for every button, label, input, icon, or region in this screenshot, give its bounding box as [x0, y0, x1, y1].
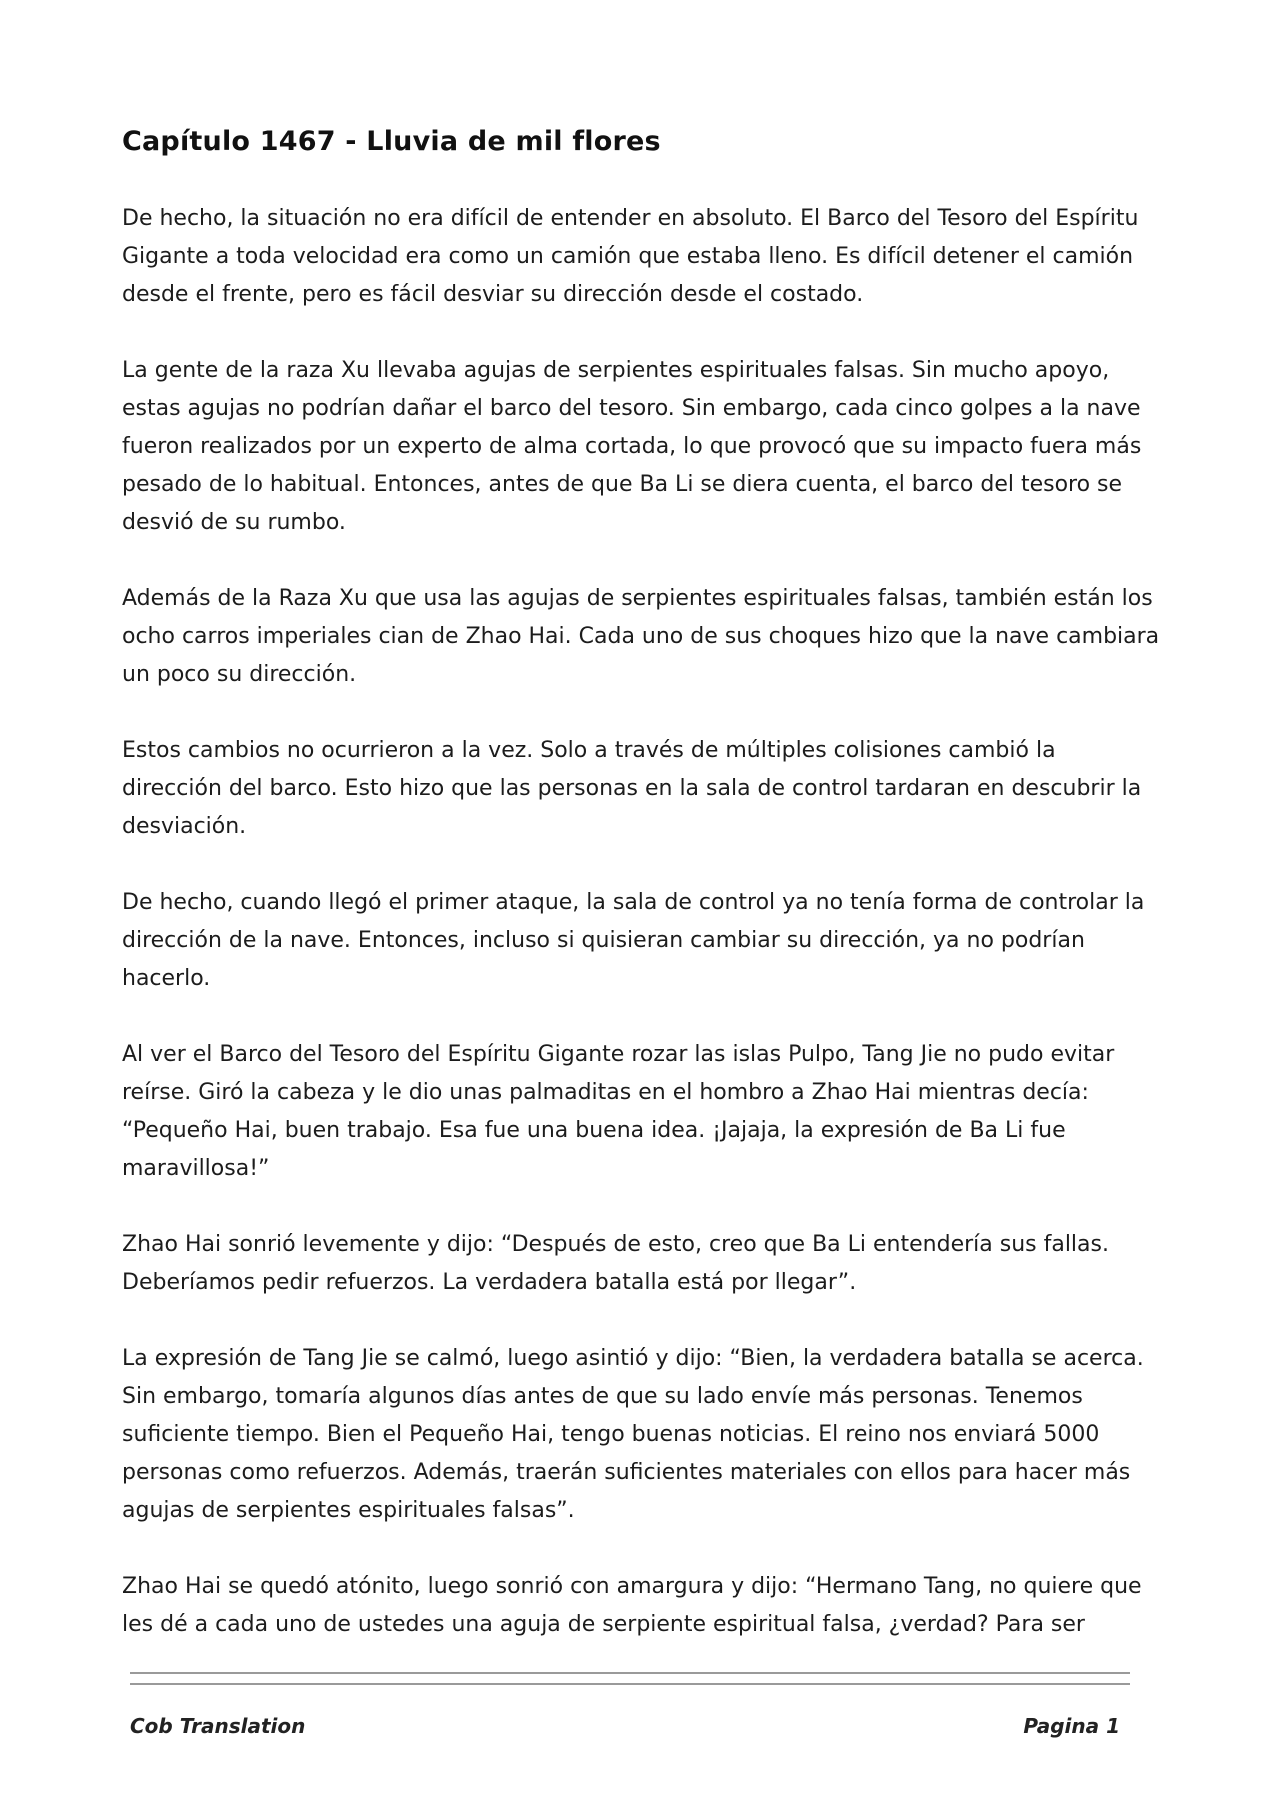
paragraph: La gente de la raza Xu llevaba agujas de serpientes espirituales falsas. Sin mucho apoyo, estas agujas no podrían dañar el barco del tesoro. Sin embargo, cada cinco golpes a la nave fueron realizados por un experto de alma cortada, lo que provocó que su impacto fuera más pesado de lo habitual. Entonces, antes de que Ba Li se diera cuenta, el barco del tesoro se desvió de su rumbo. [122, 358, 1142, 535]
paragraph: Además de la Raza Xu que usa las agujas de serpientes espirituales falsas, también están los ocho carros imperiales cian de Zhao Hai. Cada uno de sus choques hizo que la nave cambiara un poco su dirección. [122, 586, 1160, 687]
body-text [122, 200, 1162, 1644]
paragraph: De hecho, la situación no era difícil de entender en absoluto. El Barco del Tesoro del Espíritu Gigante a toda velocidad era como un camión que estaba lleno. Es difícil detener el camión desde el frente, pero es fácil desviar su dirección desde el costado. [122, 206, 1139, 307]
footer-translator: Cob Translation [130, 1714, 306, 1738]
paragraph: De hecho, cuando llegó el primer ataque, la sala de control ya no tenía forma de controlar la dirección de la nave. Entonces, incluso si quisieran cambiar su dirección, ya no podrían hacerlo. [122, 890, 1145, 991]
paragraph: Zhao Hai se quedó atónito, luego sonrió con amargura y dijo: “Hermano Tang, no quiere que les dé a cada uno de ustedes una aguja de serpiente espiritual falsa, ¿verdad? Para ser [122, 1574, 1142, 1637]
paragraph: Zhao Hai sonrió levemente y dijo: “Después de esto, creo que Ba Li entendería sus fallas. Deberíamos pedir refuerzos. La verdadera batalla está por llegar”. [122, 1232, 1109, 1295]
footer-divider-bottom [130, 1683, 1130, 1685]
footer-page-number: Pagina 1 [1023, 1714, 1120, 1738]
footer-divider-top [130, 1672, 1130, 1674]
paragraph: La expresión de Tang Jie se calmó, luego asintió y dijo: “Bien, la verdadera batalla se acerca. Sin embargo, tomaría algunos días antes de que su lado envíe más personas. Tenemos suficiente tiempo. Bien el Pequeño Hai, tengo buenas noticias. El reino nos enviará 5000 personas como refuerzos. Además, traerán suficientes materiales con ellos para hacer más agujas de serpientes espirituales falsas”. [122, 1346, 1144, 1523]
paragraph: Estos cambios no ocurrieron a la vez. Solo a través de múltiples colisiones cambió la dirección del barco. Esto hizo que las personas en la sala de control tardaran en descubrir la desviación. [122, 738, 1142, 839]
chapter-title: Capítulo 1467 - Lluvia de mil flores [122, 126, 661, 157]
paragraph: Al ver el Barco del Tesoro del Espíritu Gigante rozar las islas Pulpo, Tang Jie no pudo evitar reírse. Giró la cabeza y le dio unas palmaditas en el hombro a Zhao Hai mientras decía: “Pequeño Hai, buen trabajo. Esa fue una buena idea. ¡Jajaja, la expresión de Ba Li fue maravillosa!” [122, 1042, 1115, 1181]
